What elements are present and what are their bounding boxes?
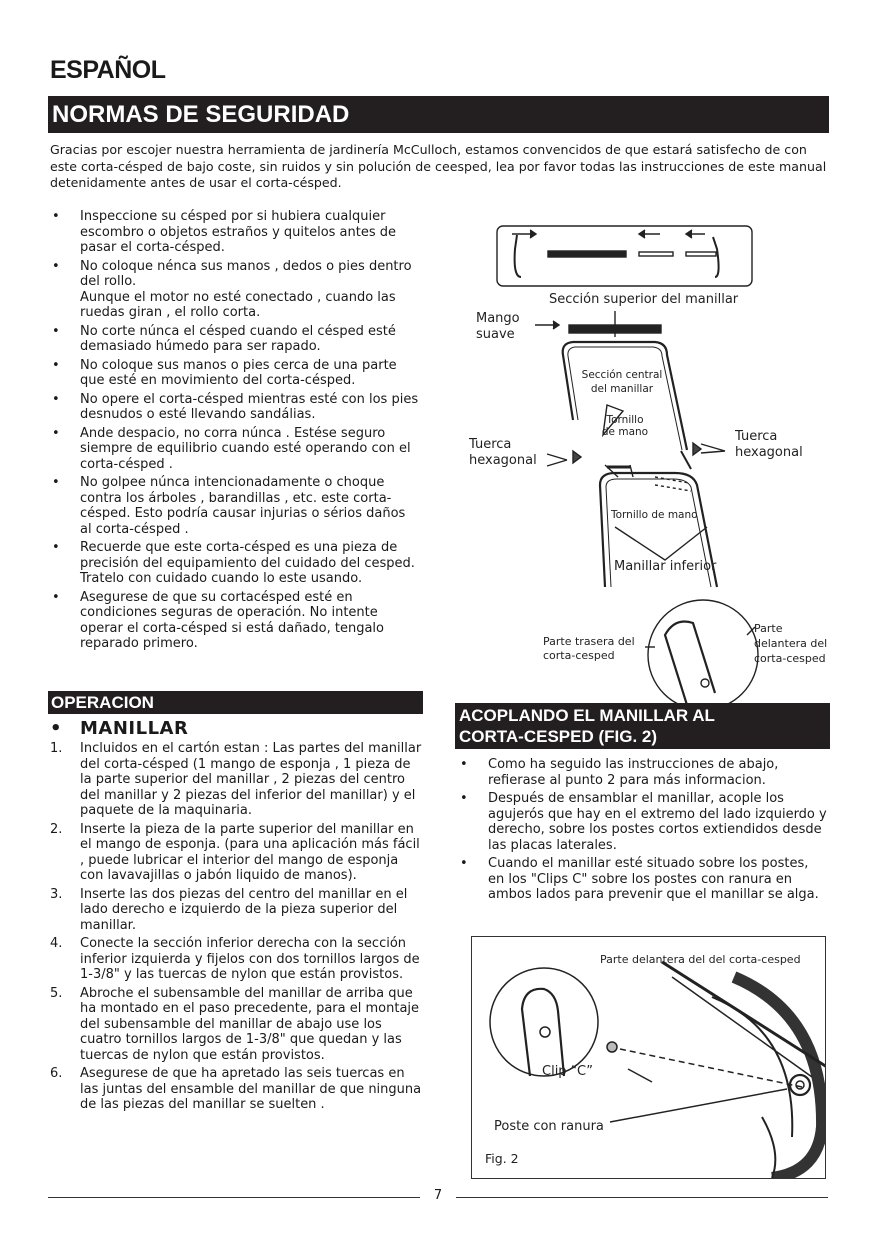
label-tornillo-de-mano-bottom: Tornillo de mano [611,509,698,521]
step-item: 3. Inserte las dos piezas del centro del manillar en el lado derecho e izquierdo de la pieza superior del manillar. [50,886,408,933]
label-seccion-superior: Sección superior del manillar [549,292,739,307]
list-item: • No coloque nénca sus manos , dedos o pies dentro del rollo. Aunque el motor no esté conectado , cuando las ruedas giran , el rollo corta. [50,259,420,321]
manillar-steps [50,741,422,1116]
step-item: 5. Abroche el subensamble del manillar de arriba que ha montado en el paso precedente, para el montaje del subensamble del manillar de abajo use los cuatro tornillos largos de 1-3/8" que quedan y las tuercas de nylon que están provistos. [50,985,420,1063]
label-tornillo-de-mano-top: Tornillo de mano [601,414,649,438]
list-item: • Después de ensamblar el manillar, acople los agujerós que hay en el extremo del lado izquierdo y derecho, sobre los postes cortos extiendidos desde las placas laterales. [458,791,828,853]
list-item: • Cuando el manillar esté situado sobre los postes, en los "Clips C" sobre los postes con ranura en ambos lados para prevenir que el manillar se alga. [458,856,828,903]
figure-2-label: Fig. 2 [485,1151,519,1166]
list-item: • Asegurese de que su cortacésped esté en condiciones seguras de operación. No intente operar el corta-césped si está dañado, tengalo reparado primero. [50,590,420,652]
step-item: 6. Asegurese de que ha apretado las seis tuercas en las juntas del ensamble del manillar de que ninguna de las piezas del manillar se suelten . [50,1066,422,1112]
list-item: • No corte núnca el césped cuando el césped esté demasiado húmedo para ser rapado. [50,324,420,355]
list-item: • No coloque sus manos o pies cerca de una parte que esté en movimiento del corta-césped. [50,358,420,389]
footer-rule-right [456,1197,828,1198]
intro-paragraph: Gracias por escojer nuestra herramienta de jardinería McCulloch, estamos convencidos de que estará satisfecho de con este corta-césped de bajo coste, sin ruidos y sin polución de ceesped, lea por favor todas las instrucciones de este manual detenidamente antes de usar el corta-césped. [50,142,827,190]
page-title: NORMAS DE SEGURIDAD [48,96,829,133]
step-item: 2. Inserte la pieza de la parte superior del manillar en el mango de esponja. (para una aplicación más fácil , puede lubricar el interior del mango de esponja con lavavajillas o jabón liquido de manos). [50,821,420,883]
label-tuerca-hexagonal-left: Tuerca hexagonal [469,437,537,468]
label-poste-con-ranura: Poste con ranura [494,1119,604,1134]
label-mango-suave: Mango suave [476,311,520,342]
acoplando-heading: ACOPLANDO EL MANILLAR AL CORTA-CESPED (FIG. 2) [455,703,830,749]
list-item: • Como ha seguido las instrucciones de abajo, refierase al punto 2 para más informacion. [458,757,828,788]
language-heading: ESPAÑOL [50,56,166,84]
label-seccion-central: Sección central del manillar [581,369,663,395]
operacion-heading: OPERACION [48,691,423,714]
handle-assembly-figure [455,215,835,705]
label-parte-delantera-fig2: Parte delantera del del corta-cesped [600,953,801,966]
list-item-extra: Aunque el motor no esté conectado , cuando las ruedas giran , el rollo corta. [80,289,396,320]
label-clip-c: Clip “C” [542,1064,594,1079]
footer-rule-left [48,1197,420,1198]
list-item: • Recuerde que este corta-césped es una pieza de precisión del equipamiento del cuidado del cesped. Tratelo con cuidado cuando lo este usando. [50,540,420,587]
list-item: • No golpee núnca intencionadamente o choque contra los árboles , barandillas , etc. este corta-césped. Esto podría causar injurias o sérios daños al corta-césped . [50,475,420,537]
list-item: • No opere el corta-césped mientras esté con los pies desnudos o esté llevando sandálias. [50,392,420,423]
page-number: 7 [433,1188,443,1203]
safety-list [50,209,420,655]
label-manillar-inferior: Manillar inferior [614,559,717,574]
label-parte-delantera: Parte delantera del corta-cesped [754,622,828,665]
acoplando-list [458,757,828,906]
list-item: • Inspeccione su césped por si hubiera cualquier escombro o objetos estraños y quitelos antes de pasar el corta-césped. [50,209,420,256]
clip-attachment-drawing [472,937,825,1178]
manillar-subheading: • MANILLAR [50,718,189,739]
label-parte-trasera: Parte trasera del corta-cesped [543,635,635,662]
label-tuerca-hexagonal-right: Tuerca hexagonal [735,429,803,460]
step-item: 4. Conecte la sección inferior derecha con la sección inferior izquierda y fijelos con dos tornillos largos de 1-3/8" y las tuercas de nylon que están provistos. [50,936,420,982]
step-item: 1. Incluidos en el cartón estan : Las partes del manillar del corta-césped (1 mango de esponja , 1 pieza de la parte superior del manillar , 2 piezas del centro del manillar y 2 piezas del inferior del manillar) y el paquete de la maquinaria. [50,741,422,818]
figure-2 [471,936,826,1179]
list-item: • Ande despacio, no corra núnca . Estése seguro siempre de equilibrio cuando esté operando con el corta-césped . [50,426,420,473]
